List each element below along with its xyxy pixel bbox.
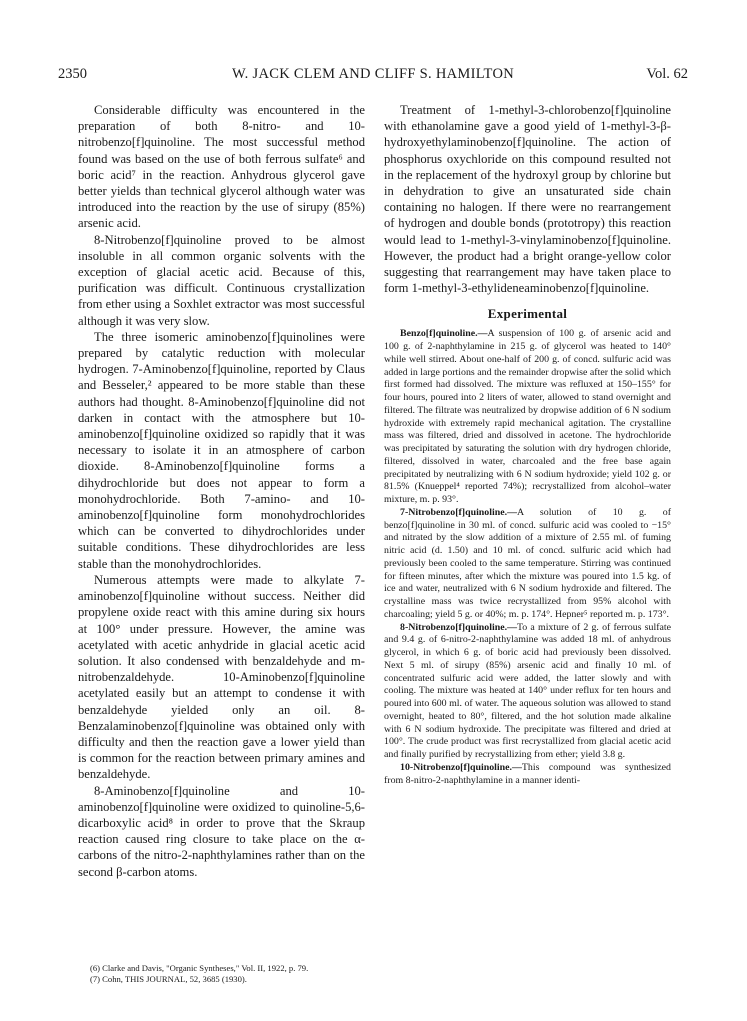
paragraph-body: This compound was synthesized from 8-nitro-2-naphthylamine in a manner identi- [384, 761, 671, 786]
paragraph: The three isomeric aminobenzo[f]quinolines were prepared by catalytic reduction with molecular hydrogen. 7-Aminobenzo[f]quinoline, reported by Claus and Besseler,² appeared to be more stable than these authors had thought. 8-Aminobenzo[f]quinoline did not darken in contact with the atmosphere but 10-aminobenzo[f]quinoline oxidized so rapidly that it was necessary to isolate it in an atmosphere of carbon dioxide. 8-Aminobenzo[f]quinoline forms a dihydrochloride but does not appear to form a monohydrochloride. Both 7-amino- and 10-aminobenzo[f]quinoline form monohydrochlorides which can be converted to dihydrochlorides under suitable conditions. These dihydrochlorides are less stable than the monohydrochlorides. [78, 329, 365, 571]
volume-number: Vol. 62 [646, 66, 688, 82]
paragraph-body: A solution of 10 g. of benzo[f]quinoline in 30 ml. of concd. sulfuric acid was cooled to −15° and nitrated by the slow addition of a mixture of 2.55 ml. of fuming nitric acid (d. 1.50) and 10 ml. of concd. sulfuric acid which had previously been cooled to the same temperature. Stirring was continued for fifteen minutes, after which the mixture was poured into 1.5 kg. of ice and water, neutralized with 6 N sodium hydroxide and filtered. The crystalline mass was twice recrystallized from 95% alcohol with charcoaling; yield 5 g. or 40%; m. p. 174°. Hepner⁵ reported m. p. 173°. [384, 506, 671, 620]
experimental-paragraph [384, 328, 671, 507]
paragraph: 8-Nitrobenzo[f]quinoline proved to be almost insoluble in all common organic solvents with the exception of glacial acetic acid. Because of this, purification was difficult. Continuous crystallization from ether using a Soxhlet extractor was most successful although it was very slow. [78, 232, 365, 328]
run-in-heading: Benzo[f]quinoline.— [400, 328, 488, 340]
left-column [78, 102, 365, 880]
paragraph: Numerous attempts were made to alkylate 7-aminobenzo[f]quinoline without success. Neither did propylene oxide react with this amine during six hours at 100° under pressure. However, the amine was acetylated with acetic anhydride in glacial acetic acid solution. It also condensed with benzaldehyde and m-nitrobenzaldehyde. 10-Aminobenzo[f]quinoline acetylated easily but an attempt to condense it with benzaldehyde yielded only an oil. 8-Benzalaminobenzo[f]quinoline was obtained only with difficulty and then the reaction gave a lower yield than is common for the reaction between primary amines and benzaldehyde. [78, 572, 365, 782]
running-header [58, 66, 688, 84]
section-heading: Experimental [487, 306, 568, 322]
run-in-heading: 10-Nitrobenzo[f]quinoline.— [400, 761, 522, 773]
paragraph-body: To a mixture of 2 g. of ferrous sulfate and 9.4 g. of 6-nitro-2-naphthylamine was added 18 ml. of anhydrous glycerol, in which 6 g. of boric acid had previously been dissolved. Next 5 ml. of sirupy (85%) arsenic acid and finally 10 ml. of concentrated sulfuric acid were added, the latter slowly and with cooling. The mixture was heated at 140° under reflux for ten hours and poured into 600 ml. of water. The aqueous solution was allowed to stand overnight, heated to 80°, filtered, and the hot solution made alkaline with 6 N sodium hydroxide. The precipitate was filtered and dried at 100°. The crude product was first recrystallized from glacial acetic acid and finally purified by recrystallizing from ether; yield 3.8 g. [384, 621, 671, 761]
page-number: 2350 [58, 66, 87, 82]
footnote: (7) Cohn, THIS JOURNAL, 52, 3685 (1930). [90, 974, 247, 984]
running-head-authors: W. JACK CLEM AND CLIFF S. HAMILTON [232, 66, 514, 82]
right-column [384, 102, 671, 787]
paragraph-body: A suspension of 100 g. of arsenic acid and 100 g. of 2-naphthylamine in 215 g. of glycerol was heated to 140° while well stirred. About one-half of 200 g. of concd. sulfuric acid was added in large portions and the remainder dropwise after the solid which first formed had dissolved. The mixture was refluxed at 150–155° for four hours, poured into 2 liters of water, allowed to stand overnight and filtered. The filtrate was neutralized by dropwise addition of 6 N sodium hydroxide with extremely rapid mechanical agitation. The crystalline mass was filtered, dried and dissolved in acetone. The hydrochloride was precipitated by saturating the solution with dry hydrogen chloride, filtered, dissolved in water, charcoaled and the free base again precipitated by neutralizing with 6 N sodium hydroxide; yield 102 g. or 81.5% (Knueppel⁴ reported 74%); recrystallized from alcohol–water mixture, m. p. 93°. [384, 328, 671, 506]
footnote: (6) Clarke and Davis, "Organic Syntheses," Vol. II, 1922, p. 79. [90, 963, 309, 973]
paragraph: Treatment of 1-methyl-3-chlorobenzo[f]quinoline with ethanolamine gave a good yield of 1-methyl-3-β-hydroxyethylaminobenzo[f]quinoline. The action of phosphorus oxychloride on this compound resulted not in the replacement of the hydroxyl group by chlorine but in dehydration to give an unsaturated side chain containing no halogen. If there were no rearrangement of hydrogen and double bonds (prototropy) this reaction would lead to 1-methyl-3-vinylaminobenzo[f]quinoline. However, the product had a bright orange-yellow color suggesting that rearrangement may have taken place to form 1-methyl-3-ethylideneaminobenzo[f]quinoline. [384, 103, 671, 296]
footnotes [78, 963, 365, 985]
experimental-paragraph [384, 762, 671, 788]
paragraph: Considerable difficulty was encountered in the preparation of both 8-nitro- and 10-nitrobenzo[f]quinoline. The most successful method found was based on the use of both ferrous sulfate⁶ and boric acid⁷ in the reaction. Anhydrous glycerol gave better yields than technical glycerol although water was introduced into the reaction by the use of sirupy (85%) arsenic acid. [78, 103, 365, 231]
experimental-paragraph [384, 507, 671, 622]
paragraph: 8-Aminobenzo[f]quinoline and 10-aminobenzo[f]quinoline were oxidized to quinoline-5,6-dicarboxylic acid⁸ in order to prove that the Skraup reaction caused ring closure to take place on the α-carbons of the nitro-2-naphthylamines rather than on the second β-carbon atoms. [78, 783, 365, 879]
run-in-heading: 7-Nitrobenzo[f]quinoline.— [400, 506, 517, 518]
run-in-heading: 8-Nitrobenzo[f]quinoline.— [400, 621, 517, 633]
experimental-paragraph [384, 622, 671, 762]
experimental-section [384, 328, 671, 787]
